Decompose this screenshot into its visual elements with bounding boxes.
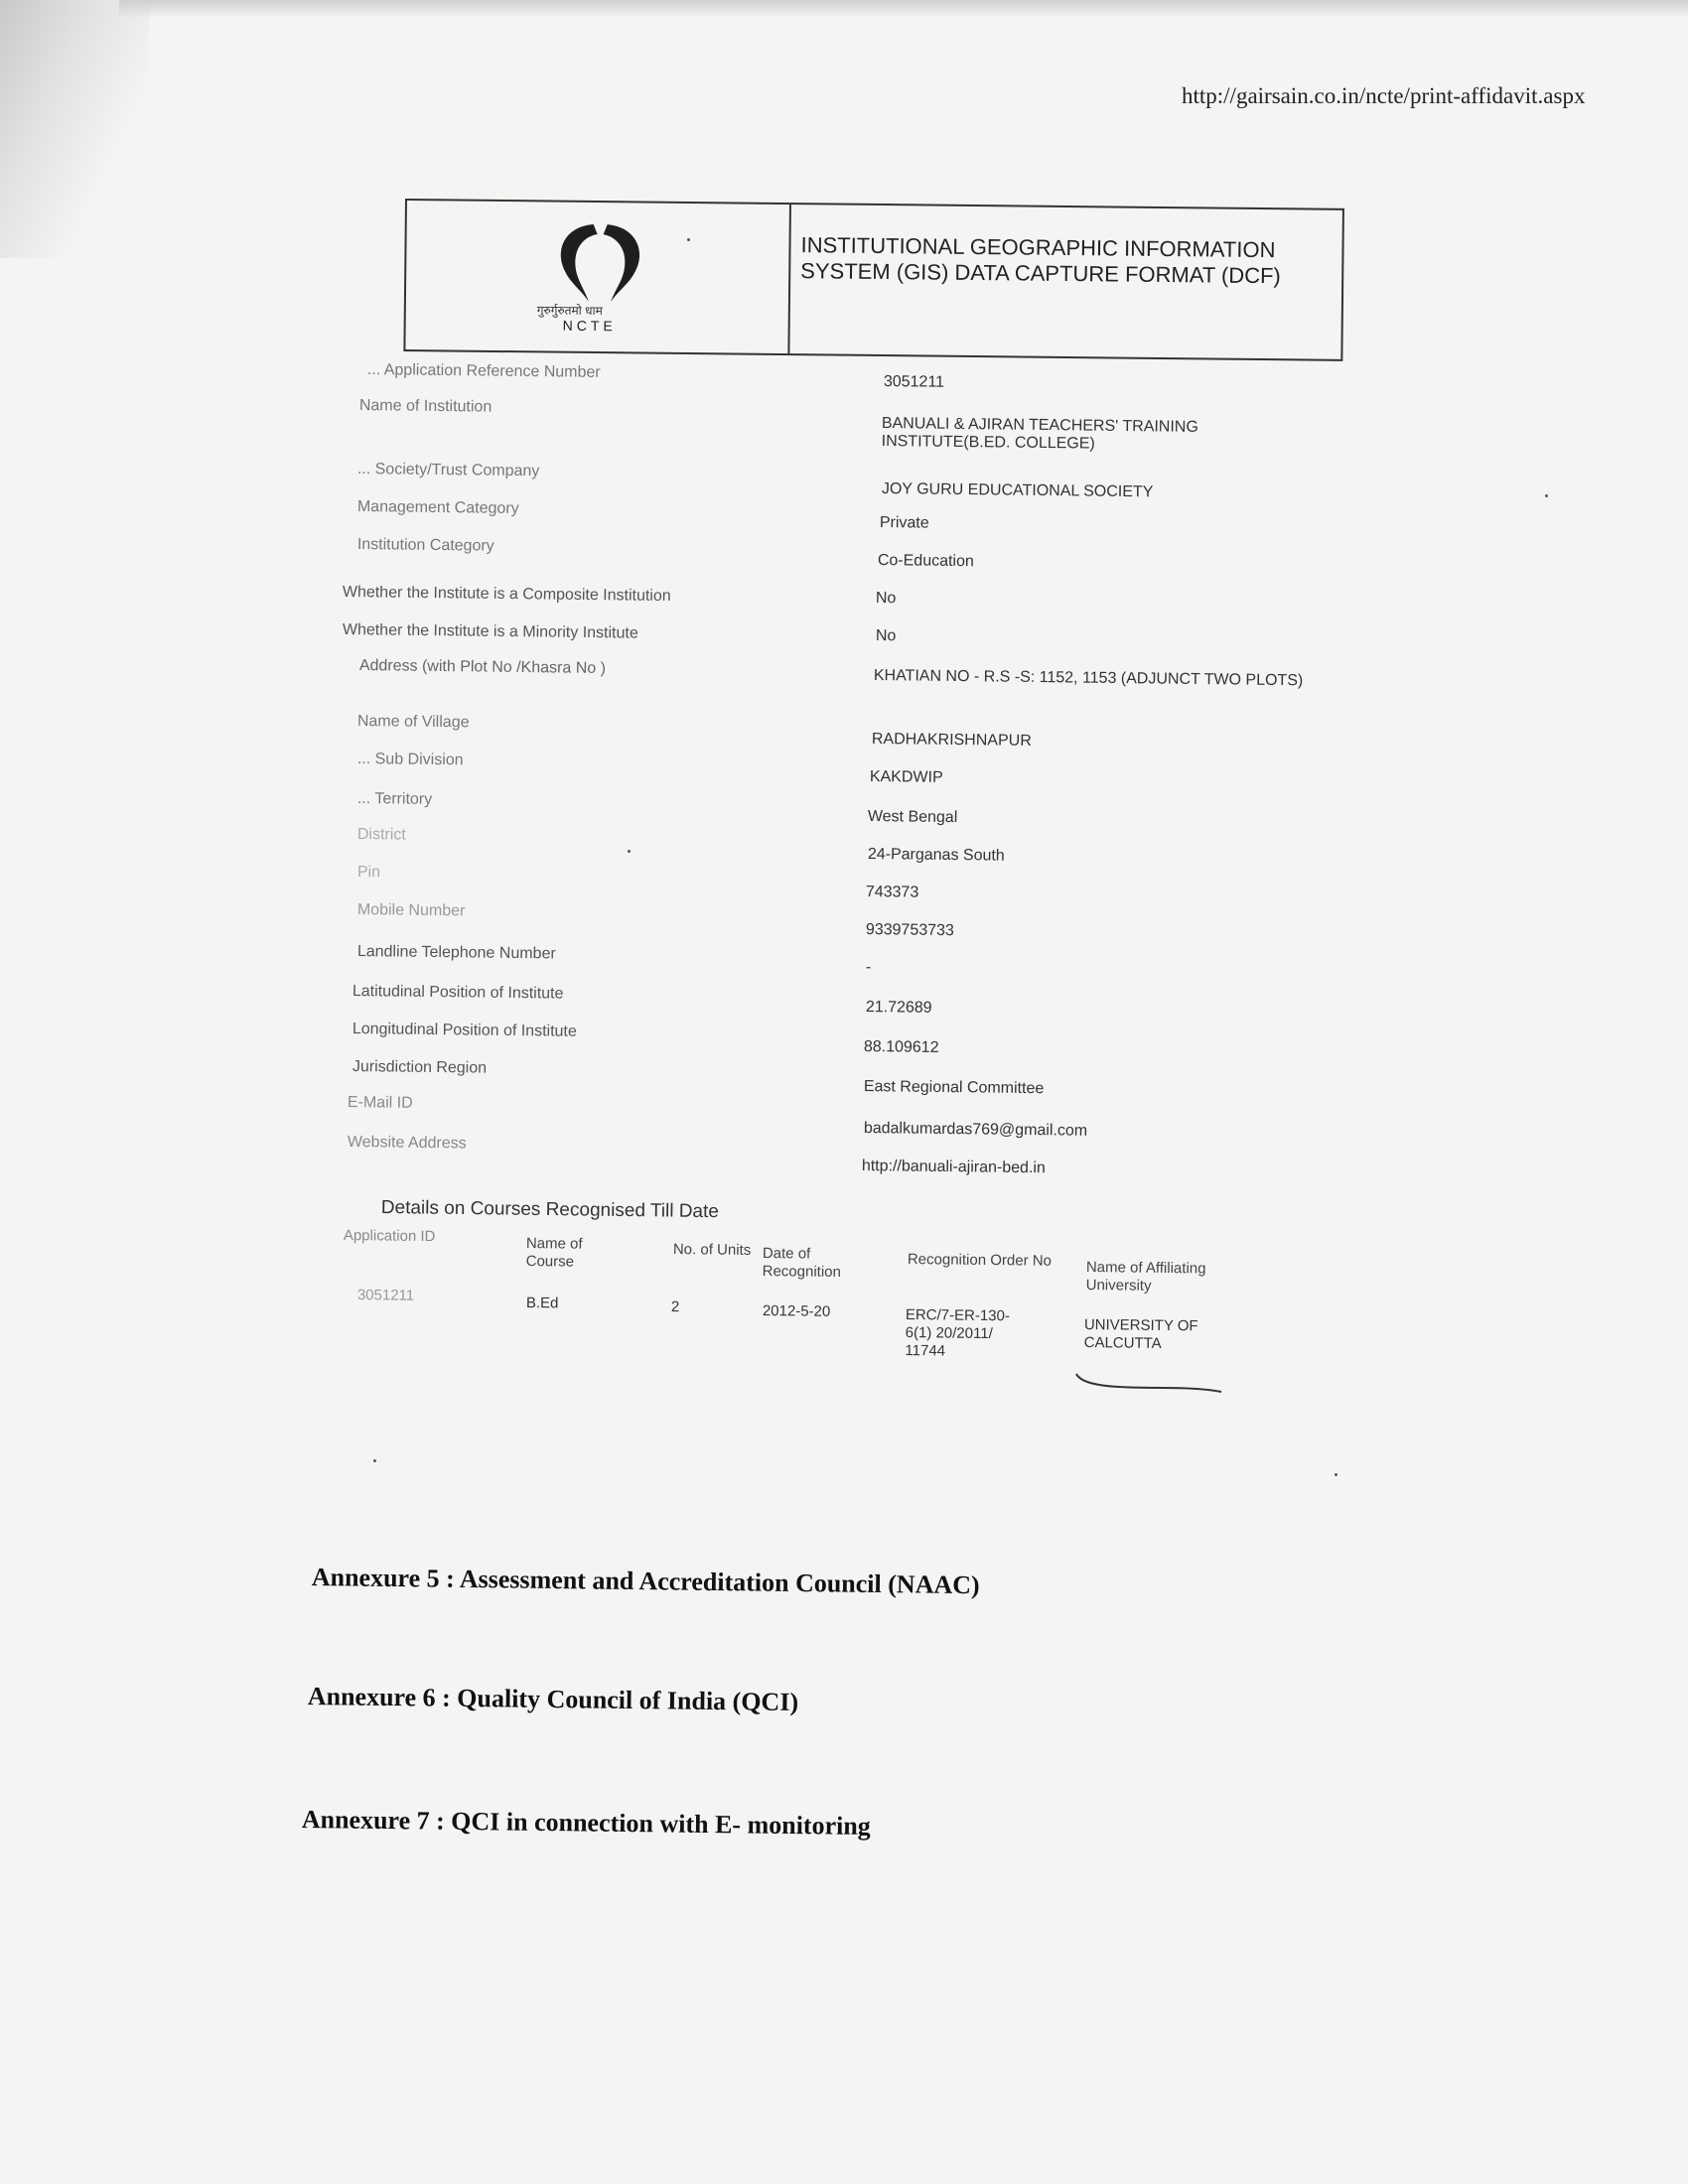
scan-speck xyxy=(687,238,690,241)
course-cell-order-no: ERC/7-ER-130-6(1) 20/2011/ 11744 xyxy=(905,1306,1011,1360)
label-application-ref: ... Application Reference Number xyxy=(366,361,601,381)
courses-header-university: Name of Affiliating University xyxy=(1085,1259,1206,1295)
label-address: Address (with Plot No /Khasra No ) xyxy=(358,657,607,678)
label-website: Website Address xyxy=(347,1134,467,1153)
print-url: http://gairsain.co.in/ncte/print-affidavit.aspx xyxy=(1182,83,1586,108)
label-composite: Whether the Institute is a Composite Institution xyxy=(342,584,671,606)
value-website: http://banuali-ajiran-bed.in xyxy=(861,1158,1047,1177)
label-pin: Pin xyxy=(356,864,381,882)
label-management-category: Management Category xyxy=(356,498,519,517)
courses-header-recognition-date: Date of Recognition xyxy=(762,1245,841,1281)
value-territory: West Bengal xyxy=(867,808,958,827)
dcf-header xyxy=(403,199,1344,361)
course-cell-recognition-date: 2012-5-20 xyxy=(762,1302,831,1320)
ncte-logo-icon xyxy=(535,215,665,306)
scan-speck xyxy=(373,1459,376,1462)
pen-underline-mark xyxy=(1072,1370,1251,1400)
label-sub-division: ... Sub Division xyxy=(356,751,464,769)
courses-header-application-id: Application ID xyxy=(343,1227,436,1246)
value-latitude: 21.72689 xyxy=(865,999,932,1017)
scan-speck xyxy=(628,850,631,853)
value-society: JOY GURU EDUCATIONAL SOCIETY xyxy=(881,480,1154,501)
value-sub-division: KAKDWIP xyxy=(869,768,943,786)
label-email: E-Mail ID xyxy=(347,1094,413,1112)
value-district: 24-Parganas South xyxy=(867,846,1005,865)
label-minority: Whether the Institute is a Minority Institute xyxy=(342,621,638,642)
courses-section-title: Details on Courses Recognised Till Date xyxy=(380,1197,720,1223)
dcf-title-line-1: INSTITUTIONAL GEOGRAPHIC INFORMATION xyxy=(800,232,1276,263)
courses-header-units: No. of Units xyxy=(672,1241,752,1259)
value-composite: No xyxy=(875,590,897,608)
value-address: KHATIAN NO - R.S -S: 1152, 1153 (ADJUNCT TWO PLOTS) xyxy=(873,667,1304,690)
label-society: ... Society/Trust Company xyxy=(356,461,540,480)
label-longitude: Longitudinal Position of Institute xyxy=(352,1021,577,1040)
value-institution-category: Co-Education xyxy=(877,552,974,571)
value-minority: No xyxy=(875,627,897,645)
scan-speck xyxy=(1545,494,1548,497)
value-management-category: Private xyxy=(879,514,929,532)
label-village: Name of Village xyxy=(356,713,470,732)
annexure-7: Annexure 7 : QCI in connection with E- monitoring xyxy=(301,1805,871,1841)
value-institution-name: BANUALI & AJIRAN TEACHERS' TRAINING INSTITUTE(B.ED. COLLEGE) xyxy=(881,415,1198,453)
scan-speck xyxy=(1335,1473,1337,1476)
course-cell-university: UNIVERSITY OF CALCUTTA xyxy=(1083,1316,1198,1352)
course-cell-application-id: 3051211 xyxy=(356,1287,415,1304)
label-institution-category: Institution Category xyxy=(356,536,494,555)
value-pin: 743373 xyxy=(865,884,919,901)
dcf-title xyxy=(789,205,1342,359)
label-territory: ... Territory xyxy=(356,790,433,808)
logo-tagline: गुरुर्गुरुतमो धाम xyxy=(536,303,603,319)
value-application-ref: 3051211 xyxy=(883,373,945,391)
annexure-5: Annexure 5 : Assessment and Accreditation Council (NAAC) xyxy=(311,1563,980,1600)
scan-top-band xyxy=(119,0,1688,18)
label-district: District xyxy=(356,826,406,844)
label-institution-name: Name of Institution xyxy=(358,397,492,416)
value-mobile: 9339753733 xyxy=(865,921,954,940)
ncte-logo-cell xyxy=(405,201,791,353)
label-latitude: Latitudinal Position of Institute xyxy=(352,983,564,1003)
value-longitude: 88.109612 xyxy=(863,1038,939,1056)
value-landline: - xyxy=(865,959,872,977)
courses-header-order-no: Recognition Order No xyxy=(907,1251,1053,1270)
annexure-6: Annexure 6 : Quality Council of India (QCI) xyxy=(307,1682,799,1717)
course-cell-units: 2 xyxy=(670,1298,680,1316)
courses-header-course-name: Name of Course xyxy=(525,1235,583,1271)
label-jurisdiction: Jurisdiction Region xyxy=(352,1058,488,1077)
dcf-title-line-2: SYSTEM (GIS) DATA CAPTURE FORMAT (DCF) xyxy=(800,258,1281,289)
scan-edge-shadow xyxy=(0,0,149,258)
value-email: badalkumardas769@gmail.com xyxy=(863,1120,1088,1140)
course-cell-course-name: B.Ed xyxy=(525,1295,559,1312)
label-mobile: Mobile Number xyxy=(356,901,466,920)
logo-org-name: NCTE xyxy=(562,317,617,335)
value-village: RADHAKRISHNAPUR xyxy=(871,731,1032,750)
value-jurisdiction: East Regional Committee xyxy=(863,1078,1045,1098)
label-landline: Landline Telephone Number xyxy=(356,943,556,963)
